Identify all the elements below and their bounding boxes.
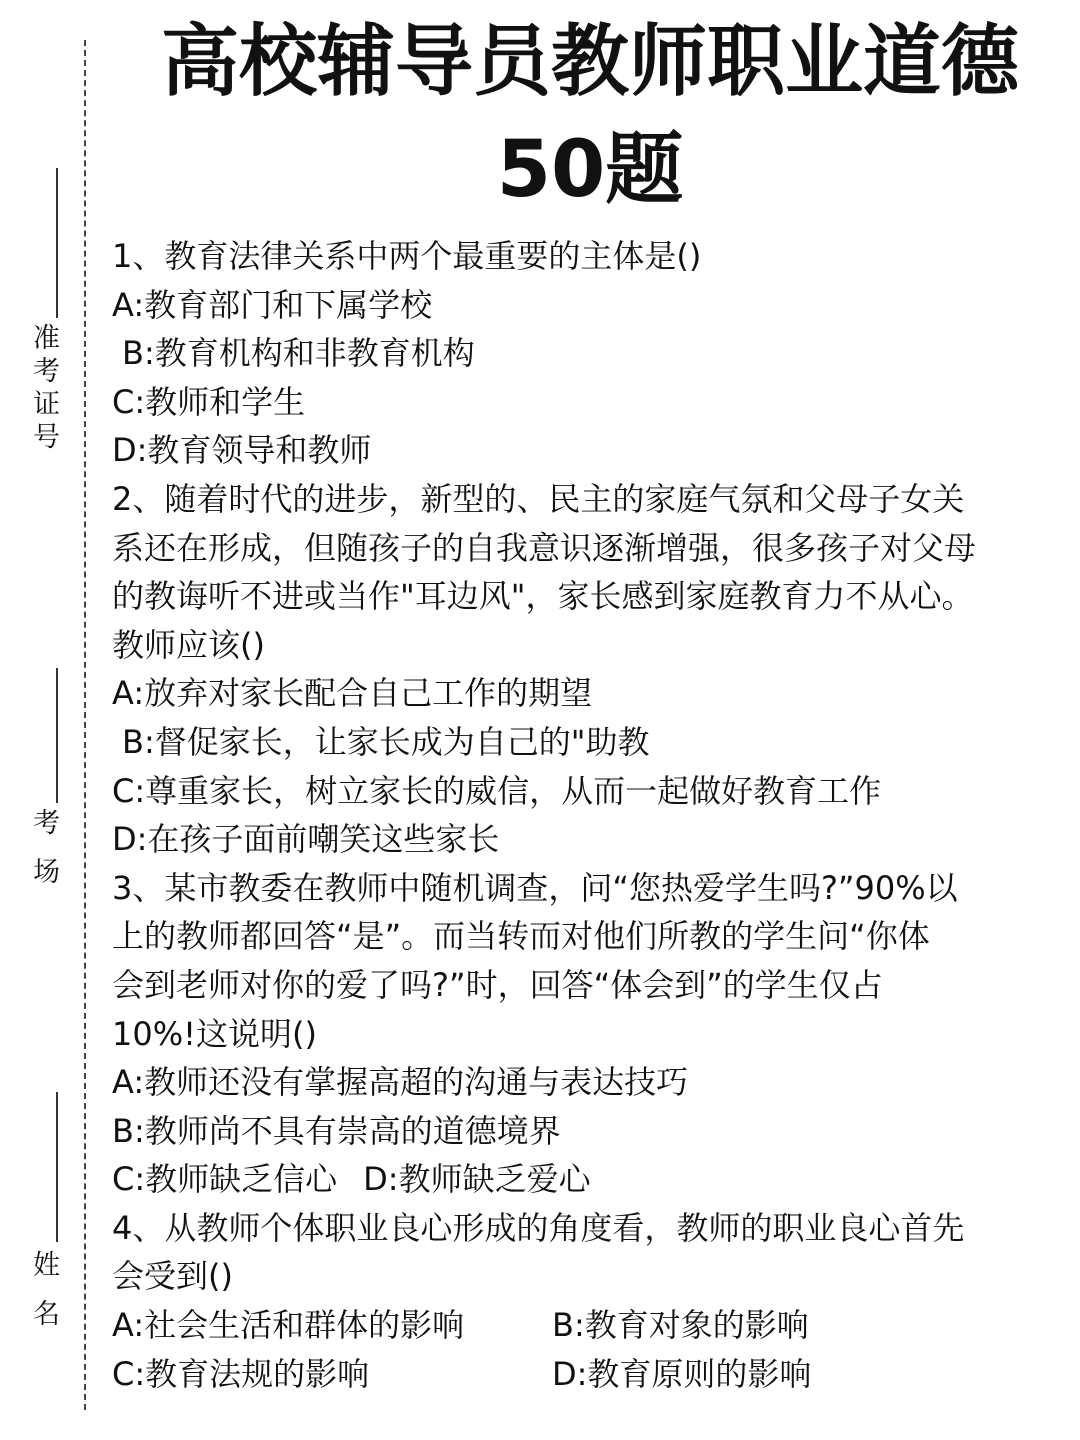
option-c: C:尊重家长，树立家长的威信，从而一起做好教育工作 [112, 771, 882, 810]
question-stem: 上的教师都回答“是”。而当转而对他们所教的学生问“你体 [112, 917, 930, 956]
question-stem: 的教诲听不进或当作"耳边风"，家长感到家庭教育力不从心。 [112, 577, 974, 616]
option-b: B:教育对象的影响 [552, 1306, 809, 1345]
question-stem: 教师应该() [112, 625, 265, 664]
option-a: A:放弃对家长配合自己工作的期望 [112, 674, 593, 713]
cut-line [84, 40, 86, 1410]
option-row [112, 1350, 1062, 1399]
question-1 [112, 232, 1062, 475]
question-stem: 3、某市教委在教师中随机调查，问“您热爱学生吗?”90%以 [112, 868, 958, 907]
option-row [112, 1301, 1062, 1350]
option-b: B:督促家长，让家长成为自己的"助教 [122, 722, 650, 761]
option-b: B:教师尚不具有崇高的道德境界 [112, 1111, 561, 1150]
option-a: A:教师还没有掌握高超的沟通与表达技巧 [112, 1063, 689, 1102]
exam-id-field [22, 168, 62, 488]
option-d: D:在孩子面前嘲笑这些家长 [112, 820, 500, 859]
question-list [112, 232, 1062, 1398]
option-b: B:教育机构和非教育机构 [122, 334, 475, 373]
exam-room-field [22, 668, 62, 908]
option-pair [112, 1155, 1062, 1204]
name-label: 姓名 [28, 1250, 59, 1348]
name-blank [56, 1092, 58, 1242]
question-stem: 系还在形成，但随孩子的自我意识逐渐增强，很多孩子对父母 [112, 528, 977, 567]
exam-room-label: 考场 [28, 808, 59, 906]
name-field [22, 1092, 62, 1352]
page-subtitle: 50题 [496, 125, 684, 215]
exam-id-label: 准考证号 [28, 323, 59, 455]
question-stem: 10%!这说明() [112, 1014, 317, 1053]
page-title: 高校辅导员教师职业道德 [160, 17, 1019, 107]
option-a: A:社会生活和群体的影响 [112, 1306, 465, 1345]
exam-room-blank [56, 668, 58, 803]
question-stem: 会受到() [112, 1257, 233, 1296]
option-c: C:教师和学生 [112, 382, 306, 421]
option-a: A:教育部门和下属学校 [112, 285, 433, 324]
question-2 [112, 475, 1062, 864]
option-d: D:教师缺乏爱心 [363, 1160, 591, 1199]
question-stem: 会到老师对你的爱了吗?”时，回答“体会到”的学生仅占 [112, 965, 883, 1004]
question-stem: 2、随着时代的进步，新型的、民主的家庭气氛和父母子女关 [112, 479, 965, 518]
option-c: C:教师缺乏信心 [112, 1160, 338, 1199]
question-4 [112, 1204, 1062, 1398]
option-c: C:教育法规的影响 [112, 1354, 370, 1393]
option-d: D:教育领导和教师 [112, 431, 372, 470]
question-stem: 1、教育法律关系中两个最重要的主体是() [112, 237, 702, 275]
question-stem: 4、从教师个体职业良心形成的角度看，教师的职业良心首先 [112, 1208, 965, 1247]
option-d: D:教育原则的影响 [552, 1354, 812, 1393]
binding-strip [0, 0, 100, 1440]
question-3 [112, 864, 1062, 1204]
exam-id-blank [56, 168, 58, 318]
